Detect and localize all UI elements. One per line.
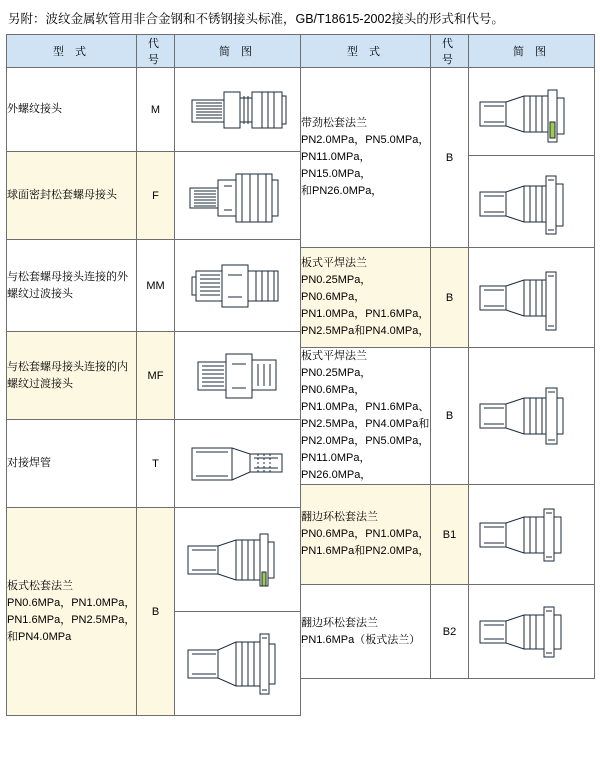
page-title: 另附：波纹金属软管用非合金钢和不锈钢接头标准，GB/T18615-2002接头的形式和代号。 (8, 12, 504, 26)
ribbed-loose-flange-icon-b (472, 158, 592, 246)
row-figure (175, 152, 301, 240)
row-label-line2: PN0.6MPa，PN1.0MPa， (301, 528, 430, 540)
header-type-right: 型 式 (301, 35, 431, 68)
row-label-line1: 翻边环松套法兰 (301, 616, 378, 629)
row-figure (175, 240, 301, 332)
row-figure (469, 348, 595, 485)
row-label-line1: 板式平焊法兰 (301, 257, 367, 269)
spherical-seal-union-nut-joint-icon (178, 154, 298, 238)
row-label (301, 68, 431, 248)
row-label (301, 585, 431, 679)
row-label-line1: 翻边环松套法兰 (301, 511, 378, 523)
right-table-header-row (301, 35, 595, 68)
header-figure-right: 简 图 (469, 35, 595, 68)
row-figure (175, 68, 301, 152)
table-row (7, 332, 301, 420)
row-code: MF (137, 332, 175, 420)
row-label: 对接焊管 (7, 420, 137, 508)
row-figure (469, 68, 595, 156)
row-label-line4: PN2.5MPa和PN4.0MPa， (301, 325, 430, 337)
row-label: 外螺纹接头 (7, 68, 137, 152)
row-label-line4: PN2.5MPa，PN4.0MPa和 (301, 418, 430, 430)
row-label-line2: PN0.25MPa，PN0.6MPa， (301, 274, 372, 303)
row-figure (469, 585, 595, 679)
row-label: 与松套螺母接头连接的内螺纹过渡接头 (7, 332, 137, 420)
row-code: B (137, 508, 175, 716)
row-figure (175, 420, 301, 508)
row-label-line1: 板式松套法兰 (7, 579, 73, 592)
flared-ring-loose-flange-icon (472, 487, 592, 583)
plate-loose-flange-icon-a (178, 512, 298, 608)
row-label-line6: PN11.0MPa，PN26.0MPa， (301, 452, 372, 481)
table-row (301, 348, 595, 485)
left-table-header-row (7, 35, 301, 68)
table-row (7, 508, 301, 612)
table-row (7, 420, 301, 508)
row-label (301, 348, 431, 485)
row-code: B (431, 348, 469, 485)
flared-ring-loose-flange-2-icon (472, 587, 592, 677)
left-half (6, 34, 300, 716)
row-label-line4: 和PN26.0MPa， (301, 185, 383, 197)
row-code: T (137, 420, 175, 508)
row-figure (469, 156, 595, 248)
row-figure (469, 485, 595, 585)
row-code: B1 (431, 485, 469, 585)
row-code: M (137, 68, 175, 152)
row-label-line4: 和PN4.0MPa (7, 630, 72, 643)
row-label-line2: PN0.25MPa，PN0.6MPa， (301, 367, 372, 396)
row-code: MM (137, 240, 175, 332)
row-figure (175, 508, 301, 612)
row-code: F (137, 152, 175, 240)
right-half (300, 34, 594, 716)
row-figure (469, 248, 595, 348)
header-code-right: 代 号 (431, 35, 469, 68)
row-figure (175, 612, 301, 716)
table-row (7, 152, 301, 240)
header-type-left: 型 式 (7, 35, 137, 68)
row-label: 与松套螺母接头连接的外螺纹过波接头 (7, 240, 137, 332)
table-row (301, 585, 595, 679)
male-thread-joint-icon (178, 70, 298, 150)
row-code: B2 (431, 585, 469, 679)
ribbed-loose-flange-icon-a (472, 70, 592, 154)
row-label: 球面密封松套螺母接头 (7, 152, 137, 240)
row-label-line3: PN1.0MPa，PN1.6MPa、 (301, 401, 430, 413)
header-figure-left: 简 图 (175, 35, 301, 68)
row-code: B (431, 248, 469, 348)
row-label-line5: PN2.0MPa，PN5.0MPa， (301, 435, 430, 447)
table-row (7, 240, 301, 332)
right-table (300, 34, 595, 679)
main-layout-table (6, 34, 594, 716)
table-row (7, 68, 301, 152)
row-label (7, 508, 137, 716)
row-label-line2: PN0.6MPa，PN1.0MPa， (7, 596, 136, 609)
row-label-line3: PN11.0MPa，PN15.0MPa， (301, 151, 372, 180)
row-code: B (431, 68, 469, 248)
row-label-line2: PN2.0MPa，PN5.0MPa， (301, 134, 430, 146)
row-label-line3: PN1.0MPa，PN1.6MPa， (301, 308, 430, 320)
female-thread-transition-joint-icon (178, 334, 298, 418)
left-table (6, 34, 301, 716)
row-label (301, 485, 431, 585)
male-thread-transition-joint-icon (178, 243, 298, 329)
butt-weld-pipe-icon (178, 422, 298, 506)
plate-welding-flange-2-icon (472, 364, 592, 468)
row-figure (175, 332, 301, 420)
row-label-line1: 板式平焊法兰 (301, 350, 367, 362)
plate-loose-flange-icon-b (178, 616, 298, 712)
plate-welding-flange-1-icon (472, 250, 592, 346)
row-label-line3: PN1.6MPa和PN2.0MPa， (301, 545, 430, 557)
table-row (301, 485, 595, 585)
row-label (301, 248, 431, 348)
header-code-left: 代 号 (137, 35, 175, 68)
row-label-line3: PN1.6MPa，PN2.5MPa， (7, 613, 136, 626)
table-row (301, 68, 595, 156)
row-label-line2: PN1.6MPa（板式法兰） (301, 633, 421, 646)
row-label-line1: 带劲松套法兰 (301, 117, 367, 129)
table-row (301, 248, 595, 348)
